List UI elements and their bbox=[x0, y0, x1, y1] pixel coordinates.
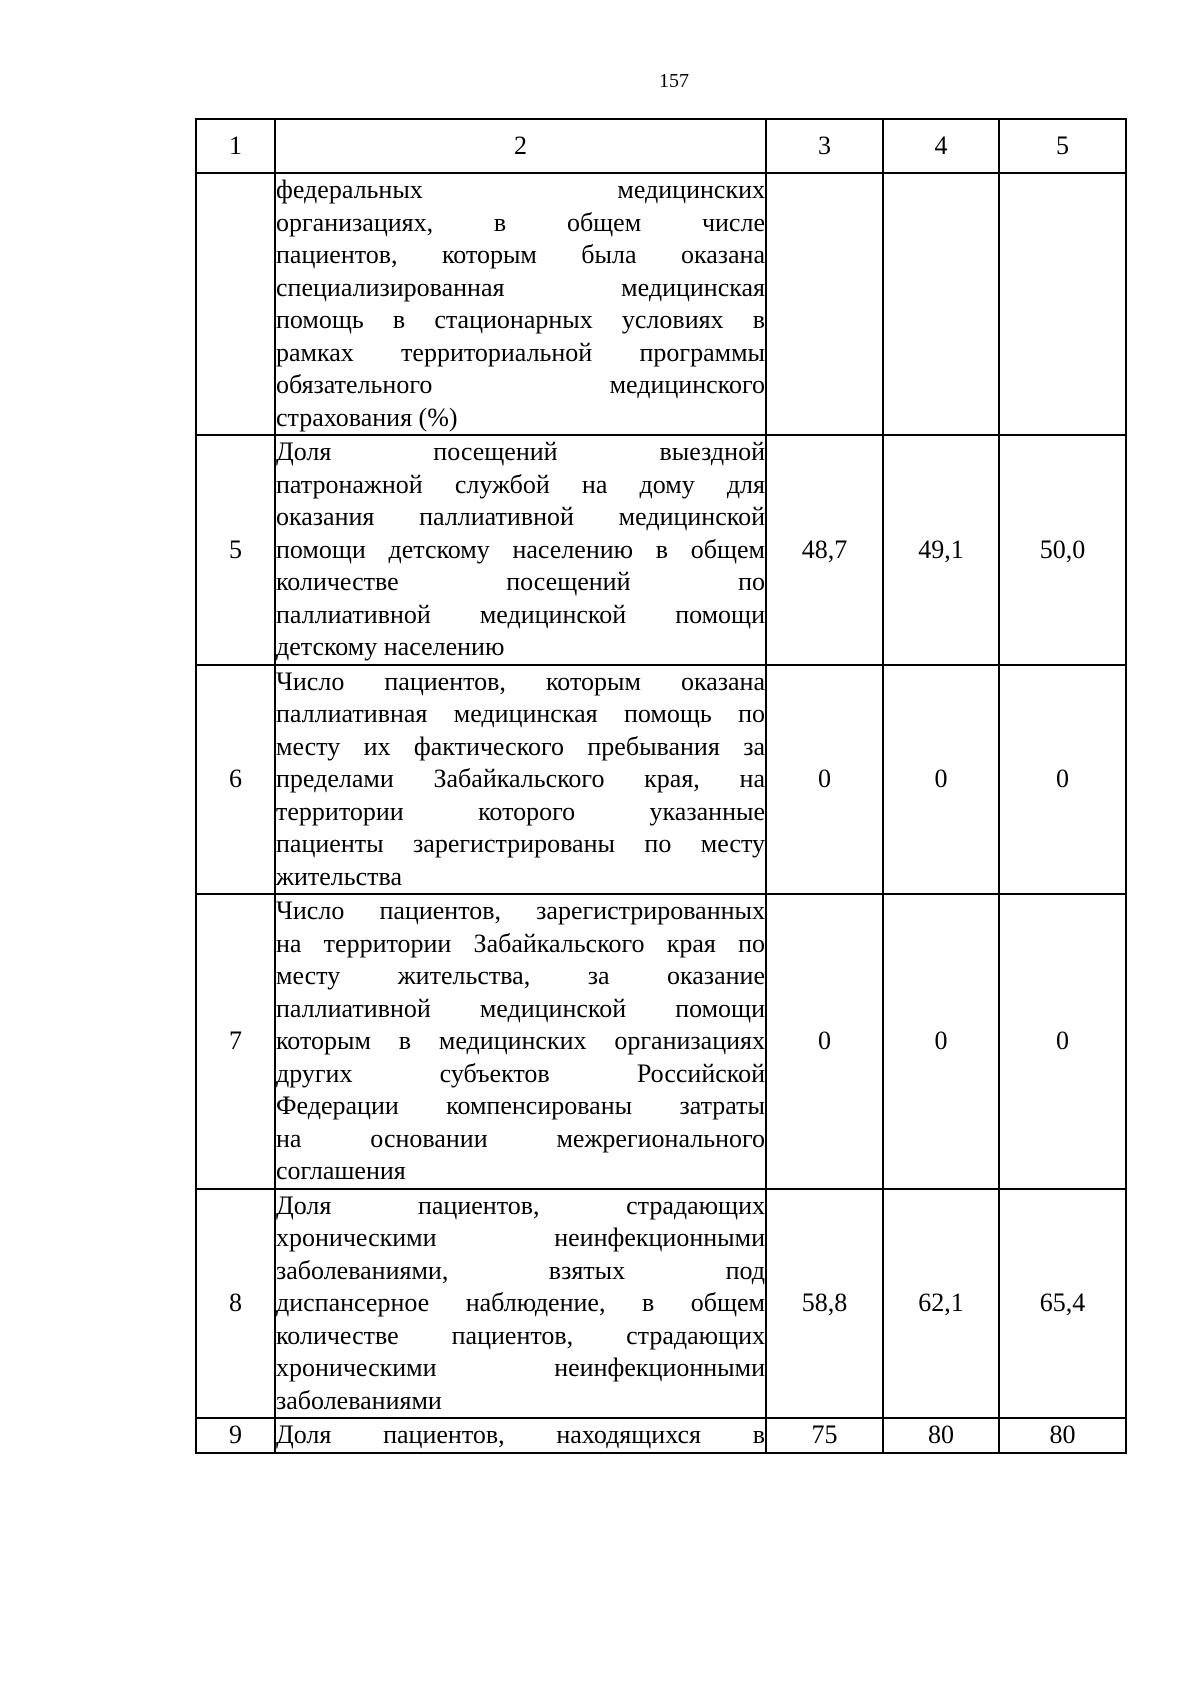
page-number: 157 bbox=[659, 70, 689, 92]
description-line: паллиативной медицинской помощи bbox=[276, 993, 765, 1023]
value-cell-col-3: 48,7 bbox=[766, 435, 883, 665]
header-col-5: 5 bbox=[999, 119, 1126, 173]
row-number-cell bbox=[196, 173, 275, 435]
description-line: диспансерное наблюдение, в общем bbox=[276, 1288, 765, 1317]
description-line: соглашения bbox=[276, 1156, 406, 1185]
indicator-description-cell bbox=[275, 435, 766, 665]
description-line: заболеваниями bbox=[276, 1385, 442, 1415]
value-cell-col-5: 0 bbox=[999, 894, 1126, 1189]
indicator-description-cell bbox=[275, 173, 766, 435]
value-cell-col-3: 0 bbox=[766, 665, 883, 895]
indicator-description-cell bbox=[275, 1189, 766, 1419]
row-number-cell: 6 bbox=[196, 665, 275, 895]
row-number-cell: 7 bbox=[196, 894, 275, 1189]
header-col-4: 4 bbox=[883, 119, 999, 173]
description-line: Число пациентов, зарегистрированных bbox=[276, 896, 765, 925]
description-line: территории которого указанные bbox=[276, 796, 765, 826]
description-line: федеральных медицинских bbox=[276, 175, 765, 204]
description-line: патронажной службой на дому для bbox=[276, 469, 765, 499]
description-line: на территории Забайкальского края по bbox=[276, 928, 765, 958]
table-row bbox=[196, 435, 1126, 665]
value-cell-col-4: 80 bbox=[883, 1418, 999, 1453]
description-line: паллиативной медицинской помощи bbox=[276, 599, 765, 629]
table-row bbox=[196, 1418, 1126, 1453]
indicator-description-cell bbox=[275, 894, 766, 1189]
value-cell-col-5: 80 bbox=[999, 1418, 1126, 1453]
value-cell-col-4: 49,1 bbox=[883, 435, 999, 665]
description-line: которым в медицинских организациях bbox=[276, 1026, 765, 1055]
description-line: заболеваниями, взятых под bbox=[276, 1255, 765, 1285]
value-cell-col-3: 0 bbox=[766, 894, 883, 1189]
description-line: оказания паллиативной медицинской bbox=[276, 502, 765, 531]
indicator-description-cell bbox=[275, 665, 766, 895]
header-col-3: 3 bbox=[766, 119, 883, 173]
value-cell-col-5 bbox=[999, 173, 1126, 435]
table-header-row bbox=[196, 119, 1126, 173]
value-cell-col-3: 75 bbox=[766, 1418, 883, 1453]
value-cell-col-3: 58,8 bbox=[766, 1189, 883, 1419]
value-cell-col-4: 0 bbox=[883, 894, 999, 1189]
header-col-2: 2 bbox=[275, 119, 766, 173]
description-line: детскому населению bbox=[276, 632, 505, 661]
description-line: месту жительства, за оказание bbox=[276, 961, 765, 990]
indicators-table bbox=[195, 118, 1127, 1454]
header-col-1: 1 bbox=[196, 119, 275, 173]
value-cell-col-5: 65,4 bbox=[999, 1189, 1126, 1419]
description-line: хроническими неинфекционными bbox=[276, 1223, 765, 1252]
description-line: Федерации компенсированы затраты bbox=[276, 1091, 765, 1120]
value-cell-col-4 bbox=[883, 173, 999, 435]
description-line: помощи детскому населению в общем bbox=[276, 534, 765, 564]
description-line: страхования (%) bbox=[276, 402, 458, 432]
description-line: Доля пациентов, страдающих bbox=[276, 1190, 765, 1220]
description-line: месту их фактического пребывания за bbox=[276, 731, 765, 761]
description-line: обязательного медицинского bbox=[276, 370, 765, 399]
value-cell-col-3 bbox=[766, 173, 883, 435]
description-line: рамках территориальной программы bbox=[276, 337, 765, 367]
description-line: количестве посещений по bbox=[276, 567, 765, 596]
row-number-cell: 9 bbox=[196, 1418, 275, 1453]
description-line: Доля пациентов, находящихся в bbox=[276, 1420, 765, 1449]
description-line: на основании межрегионального bbox=[276, 1123, 765, 1153]
description-line: организациях, в общем числе bbox=[276, 207, 765, 237]
description-line: паллиативная медицинская помощь по bbox=[276, 699, 765, 728]
indicator-description-cell bbox=[275, 1418, 766, 1453]
description-line: жительства bbox=[276, 861, 402, 891]
description-line: пациентов, которым была оказана bbox=[276, 240, 765, 269]
description-line: количестве пациентов, страдающих bbox=[276, 1320, 765, 1350]
row-number-cell: 8 bbox=[196, 1189, 275, 1419]
description-line: пределами Забайкальского края, на bbox=[276, 764, 765, 793]
description-line: помощь в стационарных условиях в bbox=[276, 305, 765, 334]
value-cell-col-5: 50,0 bbox=[999, 435, 1126, 665]
description-line: пациенты зарегистрированы по месту bbox=[276, 829, 765, 858]
table-row bbox=[196, 1189, 1126, 1419]
description-line: хроническими неинфекционными bbox=[276, 1353, 765, 1382]
description-line: Число пациентов, которым оказана bbox=[276, 666, 765, 696]
value-cell-col-4: 0 bbox=[883, 665, 999, 895]
description-line: других субъектов Российской bbox=[276, 1058, 765, 1088]
table-row bbox=[196, 894, 1126, 1189]
value-cell-col-5: 0 bbox=[999, 665, 1126, 895]
value-cell-col-4: 62,1 bbox=[883, 1189, 999, 1419]
table-row bbox=[196, 173, 1126, 435]
table-row bbox=[196, 665, 1126, 895]
description-line: специализированная медицинская bbox=[276, 272, 765, 302]
description-line: Доля посещений выездной bbox=[276, 437, 765, 466]
row-number-cell: 5 bbox=[196, 435, 275, 665]
